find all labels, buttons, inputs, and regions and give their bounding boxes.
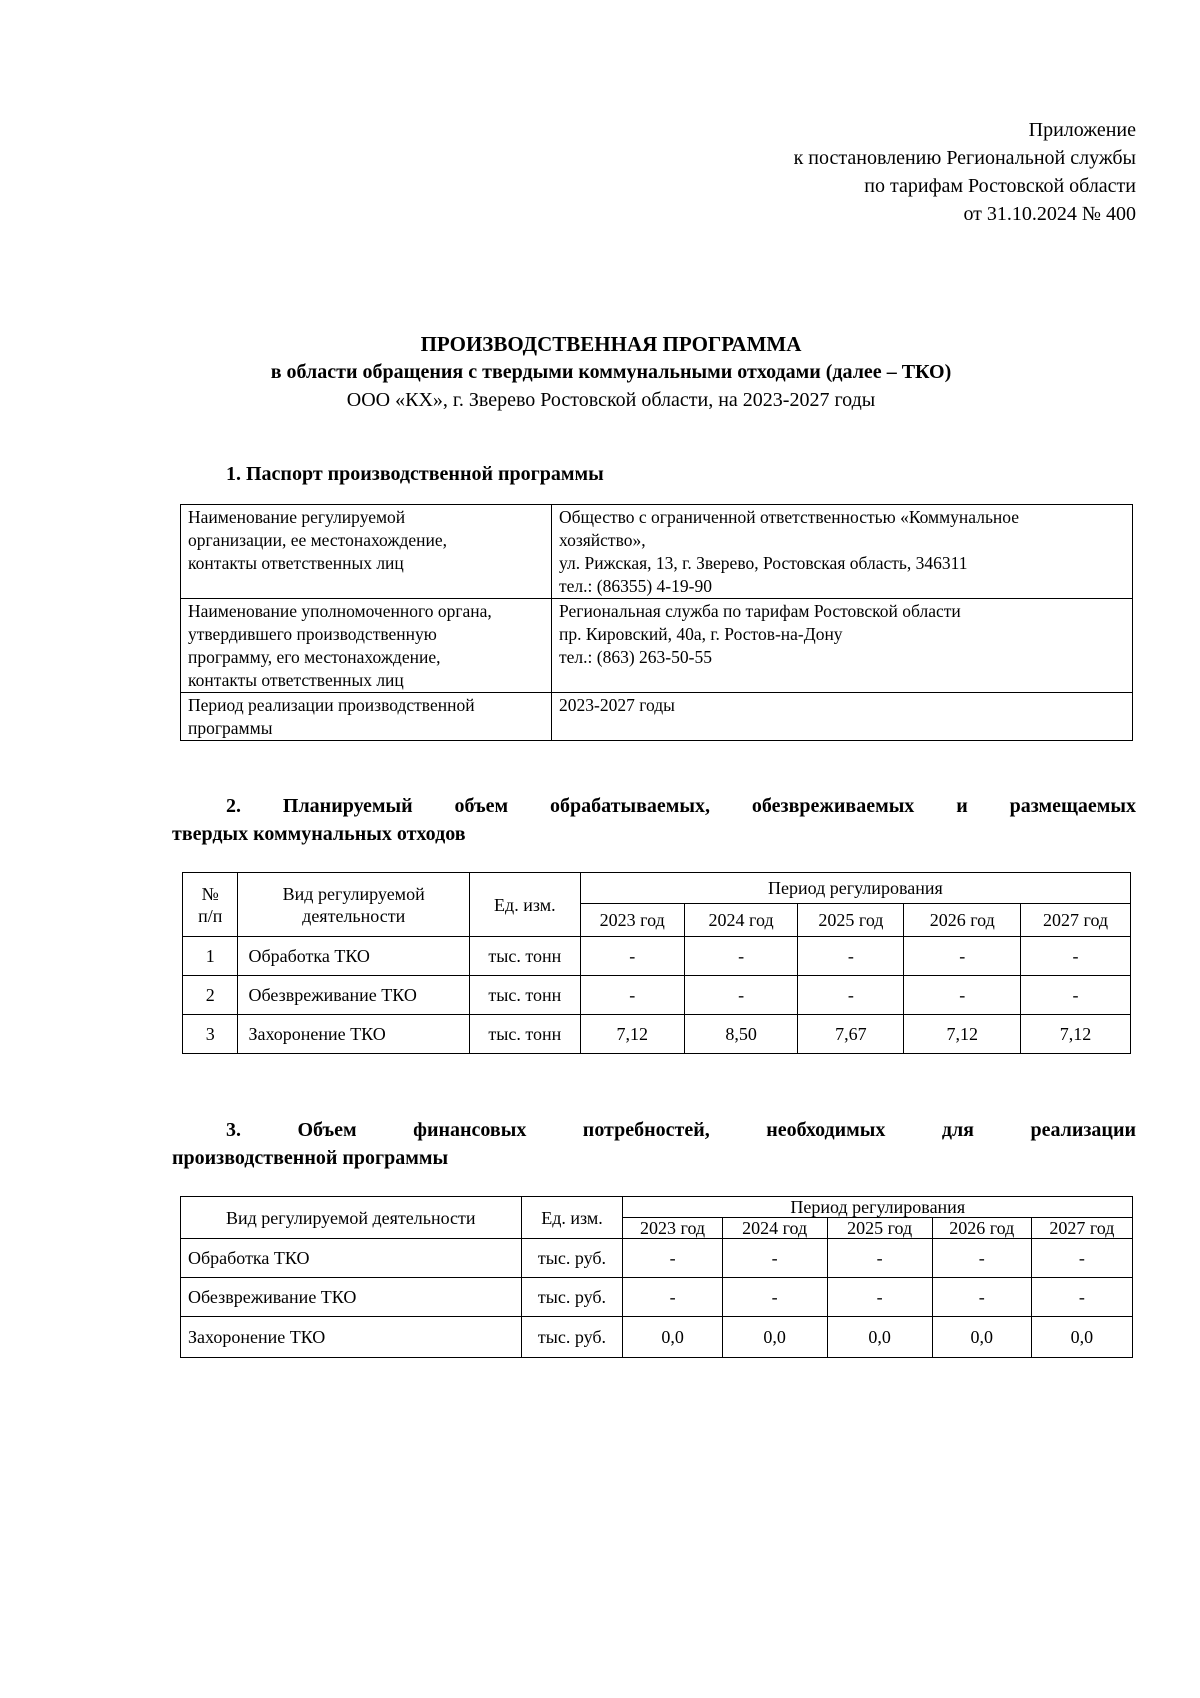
cell-number: 1	[183, 937, 238, 976]
cell-value: -	[722, 1239, 827, 1278]
cell-value: 0,0	[623, 1317, 722, 1358]
volume-table	[182, 872, 1131, 1054]
column-header-year: 2024 год	[722, 1218, 827, 1239]
appendix-line: Приложение	[1028, 119, 1136, 141]
cell-value: -	[684, 976, 798, 1015]
passport-value-cell	[552, 693, 1133, 741]
section-3-heading	[172, 1116, 1136, 1172]
table-row	[181, 1278, 1133, 1317]
header-text: №	[201, 883, 219, 904]
section-2-heading-line1: 2. Планируемый объем обрабатываемых, обезвреживаемых и размещаемых	[226, 795, 1136, 817]
table-header-row	[183, 873, 1131, 904]
column-header-year: 2025 год	[827, 1218, 932, 1239]
section-3-heading-line2: производственной программы	[172, 1147, 449, 1169]
column-header-year: 2024 год	[684, 904, 798, 937]
document-title: ПРОИЗВОДСТВЕННАЯ ПРОГРАММА	[420, 332, 802, 356]
appendix-line: от 31.10.2024 № 400	[963, 203, 1136, 225]
cell-activity: Обезвреживание ТКО	[181, 1278, 522, 1317]
cell-value: -	[580, 937, 684, 976]
cell-value: 8,50	[684, 1015, 798, 1054]
cell-activity: Захоронение ТКО	[238, 1015, 469, 1054]
column-header-year: 2027 год	[1031, 1218, 1132, 1239]
cell-activity: Обезвреживание ТКО	[238, 976, 469, 1015]
cell-activity: Захоронение ТКО	[181, 1317, 522, 1358]
column-header-unit: Ед. изм.	[469, 873, 580, 937]
table-row	[181, 505, 1133, 599]
column-header-year: 2023 год	[580, 904, 684, 937]
cell-value: -	[722, 1278, 827, 1317]
table-row	[183, 976, 1131, 1015]
appendix-line: к постановлению Региональной службы	[793, 147, 1136, 169]
text-line: программы	[188, 718, 273, 738]
column-header-activity: Вид регулируемой деятельности	[238, 873, 469, 937]
appendix-line: по тарифам Ростовской области	[864, 175, 1136, 197]
column-header-period: Период регулирования	[623, 1197, 1133, 1218]
text-line: Общество с ограниченной ответственностью «Коммунальное	[559, 507, 1020, 527]
cell-unit: тыс. руб.	[521, 1317, 623, 1358]
cell-value: -	[904, 937, 1021, 976]
text-line: тел.: (863) 263-50-55	[559, 647, 712, 667]
passport-label-cell	[181, 693, 552, 741]
passport-table	[180, 504, 1133, 741]
cell-value: 0,0	[827, 1317, 932, 1358]
column-header-year: 2026 год	[904, 904, 1021, 937]
cell-unit: тыс. тонн	[469, 976, 580, 1015]
finance-table	[180, 1196, 1133, 1358]
cell-number: 2	[183, 976, 238, 1015]
table-row	[183, 1015, 1131, 1054]
passport-value-cell	[552, 599, 1133, 693]
document-subtitle: в области обращения с твердыми коммунальными отходами (далее – ТКО)	[270, 361, 952, 383]
column-header-year: 2026 год	[932, 1218, 1031, 1239]
cell-value: 0,0	[932, 1317, 1031, 1358]
cell-value: -	[623, 1278, 722, 1317]
cell-value: -	[932, 1278, 1031, 1317]
appendix-block	[794, 116, 1136, 228]
cell-unit: тыс. руб.	[521, 1239, 623, 1278]
cell-number: 3	[183, 1015, 238, 1054]
passport-label-cell	[181, 599, 552, 693]
cell-value: -	[1031, 1278, 1132, 1317]
text-line: программу, его местонахождение,	[188, 647, 441, 667]
text-line: хозяйство»,	[559, 530, 646, 550]
text-line: пр. Кировский, 40а, г. Ростов-на-Дону	[559, 624, 843, 644]
document-organization: ООО «КХ», г. Зверево Ростовской области, на 2023-2027 годы	[346, 389, 876, 411]
cell-value: -	[1021, 976, 1131, 1015]
cell-value: -	[580, 976, 684, 1015]
passport-label-cell	[181, 505, 552, 599]
cell-value: 7,12	[1021, 1015, 1131, 1054]
column-header-unit: Ед. изм.	[521, 1197, 623, 1239]
section-2-heading-line2: твердых коммунальных отходов	[172, 823, 466, 845]
table-row	[183, 937, 1131, 976]
text-line: Региональная служба по тарифам Ростовской области	[559, 601, 961, 621]
cell-value: -	[798, 937, 904, 976]
cell-unit: тыс. тонн	[469, 937, 580, 976]
cell-value: -	[684, 937, 798, 976]
cell-value: 7,12	[580, 1015, 684, 1054]
text-line: ул. Рижская, 13, г. Зверево, Ростовская область, 346311	[559, 553, 968, 573]
passport-value-cell	[552, 505, 1133, 599]
cell-value: -	[827, 1278, 932, 1317]
table-row	[181, 599, 1133, 693]
text-line: 2023-2027 годы	[559, 695, 675, 715]
text-line: организации, ее местонахождение,	[188, 530, 447, 550]
section-1-heading: 1. Паспорт производственной программы	[226, 463, 604, 485]
table-row	[181, 693, 1133, 741]
cell-value: 0,0	[722, 1317, 827, 1358]
cell-value: 0,0	[1031, 1317, 1132, 1358]
column-header-number	[183, 873, 238, 937]
text-line: контакты ответственных лиц	[188, 553, 404, 573]
cell-unit: тыс. тонн	[469, 1015, 580, 1054]
cell-value: -	[1021, 937, 1131, 976]
column-header-period: Период регулирования	[580, 873, 1130, 904]
cell-value: -	[1031, 1239, 1132, 1278]
column-header-year: 2027 год	[1021, 904, 1131, 937]
document-title-block	[160, 330, 1062, 414]
table-header-row	[181, 1197, 1133, 1218]
header-text: п/п	[198, 905, 223, 926]
cell-activity: Обработка ТКО	[181, 1239, 522, 1278]
cell-value: -	[904, 976, 1021, 1015]
text-line: Наименование уполномоченного органа,	[188, 601, 492, 621]
cell-value: -	[798, 976, 904, 1015]
cell-activity: Обработка ТКО	[238, 937, 469, 976]
cell-value: -	[932, 1239, 1031, 1278]
cell-value: 7,67	[798, 1015, 904, 1054]
table-row	[181, 1317, 1133, 1358]
text-line: Наименование регулируемой	[188, 507, 406, 527]
cell-unit: тыс. руб.	[521, 1278, 623, 1317]
cell-value: 7,12	[904, 1015, 1021, 1054]
table-row	[181, 1239, 1133, 1278]
cell-value: -	[623, 1239, 722, 1278]
text-line: утвердившего производственную	[188, 624, 437, 644]
text-line: контакты ответственных лиц	[188, 670, 404, 690]
section-2-heading	[172, 792, 1136, 848]
column-header-year: 2023 год	[623, 1218, 722, 1239]
text-line: тел.: (86355) 4-19-90	[559, 576, 712, 596]
section-3-heading-line1: 3. Объем финансовых потребностей, необходимых для реализации	[226, 1119, 1136, 1141]
text-line: Период реализации производственной	[188, 695, 475, 715]
cell-value: -	[827, 1239, 932, 1278]
column-header-year: 2025 год	[798, 904, 904, 937]
column-header-activity: Вид регулируемой деятельности	[181, 1197, 522, 1239]
